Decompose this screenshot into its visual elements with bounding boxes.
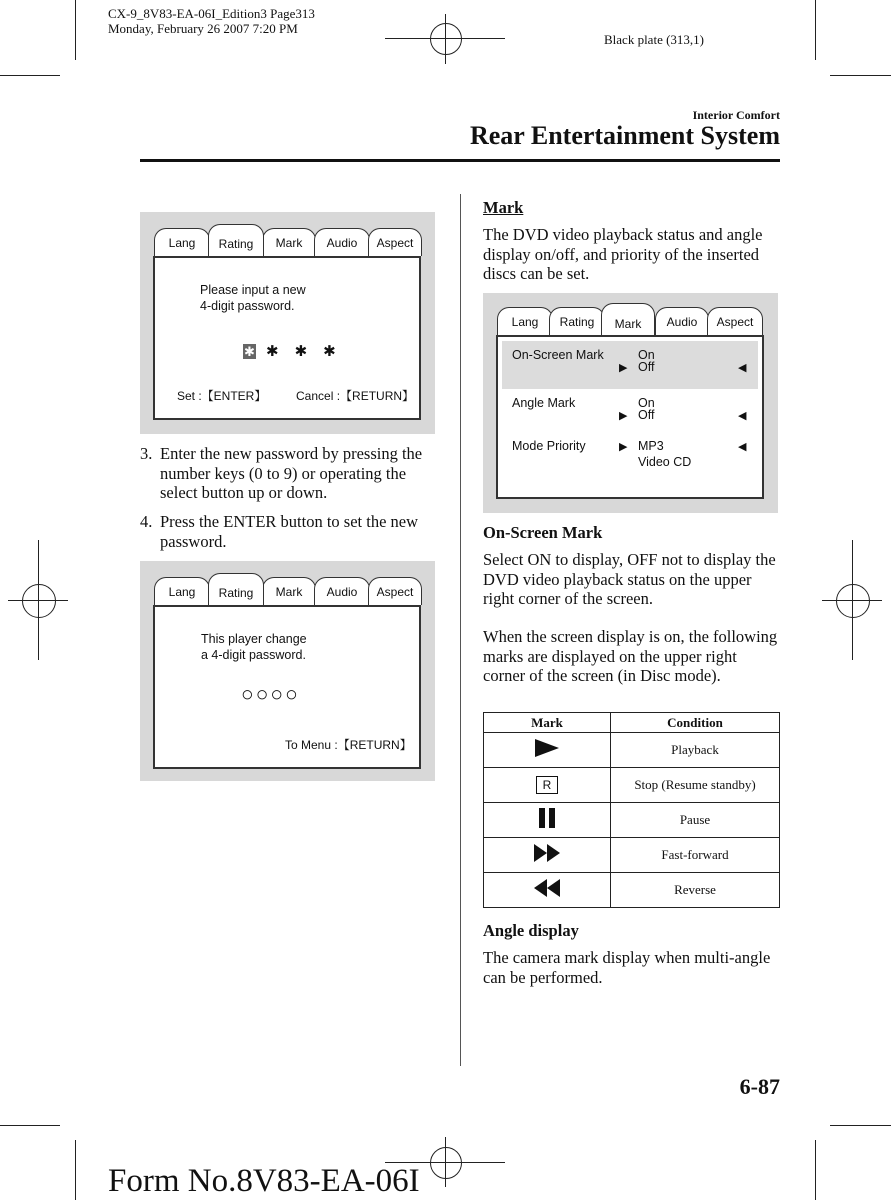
cancel-return-label: Cancel :【RETURN】 [296, 389, 415, 403]
password-entry[interactable] [243, 342, 343, 360]
set-enter-label: Set :【ENTER】 [177, 389, 267, 403]
plate-line-2: Monday, February 26 2007 7:20 PM [108, 21, 298, 36]
password-char: ✱ [266, 343, 279, 360]
step-text: Enter the new password by pressing the number keys (0 to 9) or operating the select button up or down. [160, 444, 423, 502]
registration-mark [836, 584, 870, 618]
tab-lang[interactable]: Lang [497, 307, 553, 335]
title-rule [140, 159, 780, 162]
screen-panel-password-confirm [140, 561, 435, 781]
onscreen-mark-heading: On-Screen Mark [483, 523, 603, 542]
table-row [484, 838, 780, 873]
crop-mark [0, 1125, 60, 1126]
plate-info [108, 6, 315, 36]
empty-digit-circle: ○ [270, 683, 286, 706]
empty-digit-circle: ○ [285, 683, 300, 706]
prompt-line-2: 4-digit password. [200, 299, 295, 313]
condition-cell: Pause [611, 803, 780, 838]
option-off[interactable]: Off [638, 360, 655, 374]
crop-mark [815, 0, 816, 60]
crop-mark [815, 1140, 816, 1200]
crop-mark [830, 75, 891, 76]
screen-body [496, 335, 764, 499]
crop-mark [0, 75, 60, 76]
mark-heading: Mark [483, 198, 524, 217]
tab-lang[interactable]: Lang [154, 228, 210, 256]
prompt-line-1: Please input a new [200, 283, 306, 297]
step-3 [140, 444, 440, 503]
registration-mark [430, 23, 462, 55]
message-text [201, 631, 307, 663]
settings-row-mode-priority[interactable] [502, 431, 758, 479]
registration-mark [430, 1147, 462, 1179]
screen-panel-password-entry [140, 212, 435, 434]
selector-right-arrow-icon: ▶ [619, 410, 628, 422]
condition-cell: Stop (Resume standby) [611, 768, 780, 803]
tab-rating[interactable]: Rating [208, 573, 264, 605]
screen-panel-mark-settings [483, 293, 778, 513]
tab-mark[interactable]: Mark [262, 228, 316, 256]
angle-display-text: The camera mark display when multi-angle can be performed. [483, 948, 771, 987]
table-row [484, 768, 780, 803]
form-number: Form No.8V83-EA-06I [108, 1163, 420, 1199]
mark-condition-table [483, 712, 780, 908]
step-4 [140, 512, 440, 551]
tab-mark[interactable]: Mark [262, 577, 316, 605]
reverse-icon [533, 878, 561, 898]
pause-icon [537, 807, 557, 829]
empty-digit-circle: ○ [255, 683, 271, 706]
registration-mark [22, 584, 56, 618]
step-number: 3. [140, 444, 153, 463]
tab-rating[interactable]: Rating [549, 307, 605, 335]
tab-audio[interactable]: Audio [314, 228, 370, 256]
prompt-text [200, 282, 306, 314]
row-label: Mode Priority [512, 439, 586, 453]
tab-rating[interactable]: Rating [208, 224, 264, 256]
password-char: ✱ [323, 343, 336, 360]
row-label: On-Screen Mark [512, 348, 604, 362]
crop-mark [75, 0, 76, 60]
message-line-1: This player change [201, 632, 307, 646]
page-title: Rear Entertainment System [469, 121, 780, 150]
empty-digit-circle: ○ [241, 683, 256, 706]
condition-cell: Reverse [611, 873, 780, 908]
to-menu-label: To Menu :【RETURN】 [285, 738, 412, 752]
tab-lang[interactable]: Lang [154, 577, 210, 605]
section-label: Interior Comfort [692, 108, 780, 122]
table-row [484, 873, 780, 908]
resume-standby-icon: R [536, 776, 558, 794]
tab-aspect[interactable]: Aspect [368, 228, 422, 256]
selector-left-arrow-icon: ◀ [738, 362, 747, 374]
table-header-mark: Mark [484, 713, 611, 733]
settings-row-onscreen-mark[interactable] [502, 341, 758, 389]
tab-aspect[interactable]: Aspect [368, 577, 422, 605]
screen-body [153, 256, 421, 420]
message-line-2: a 4-digit password. [201, 648, 306, 662]
onscreen-mark-para-1: Select ON to display, OFF not to display the DVD video playback status on the upper right corner of the screen. [483, 550, 776, 608]
table-row [484, 803, 780, 838]
step-number: 4. [140, 512, 153, 531]
mark-intro: The DVD video playback status and angle display on/off, and priority of the inserted discs can be set. [483, 225, 763, 283]
black-plate-label: Black plate (313,1) [604, 32, 704, 47]
option-on[interactable]: On [638, 348, 655, 362]
angle-display-heading: Angle display [483, 921, 579, 940]
selector-right-arrow-icon: ▶ [619, 441, 628, 453]
option-mp3[interactable]: MP3 [638, 439, 664, 453]
condition-cell: Playback [611, 733, 780, 768]
fast-forward-icon [533, 843, 561, 863]
column-divider [460, 194, 461, 1066]
crop-mark [830, 1125, 891, 1126]
step-text: Press the ENTER button to set the new password. [160, 512, 419, 551]
selector-left-arrow-icon: ◀ [738, 410, 747, 422]
tab-audio[interactable]: Audio [314, 577, 370, 605]
screen-body [153, 605, 421, 769]
tab-mark[interactable]: Mark [601, 303, 655, 335]
tab-audio[interactable]: Audio [655, 307, 709, 335]
selector-right-arrow-icon: ▶ [619, 362, 628, 374]
crop-mark [75, 1140, 76, 1200]
tab-aspect[interactable]: Aspect [707, 307, 763, 335]
option-on[interactable]: On [638, 396, 655, 410]
plate-line-1: CX-9_8V83-EA-06I_Edition3 Page313 [108, 6, 315, 21]
table-header-condition: Condition [611, 713, 780, 733]
settings-row-angle-mark[interactable] [502, 389, 758, 431]
play-icon [534, 738, 560, 758]
row-label: Angle Mark [512, 396, 576, 410]
table-row [484, 733, 780, 768]
condition-cell: Fast-forward [611, 838, 780, 873]
page-number: 6-87 [739, 1074, 780, 1099]
option-off[interactable]: Off [638, 408, 655, 422]
password-cursor: ✱ [244, 344, 255, 359]
option-video-cd[interactable]: Video CD [638, 455, 692, 469]
table-header-row [484, 713, 780, 733]
password-placeholder [241, 683, 300, 707]
onscreen-mark-para-2: When the screen display is on, the following marks are displayed on the upper right corner of the screen (in Disc mode). [483, 627, 778, 685]
password-char: ✱ [294, 343, 308, 360]
selector-left-arrow-icon: ◀ [738, 441, 747, 453]
